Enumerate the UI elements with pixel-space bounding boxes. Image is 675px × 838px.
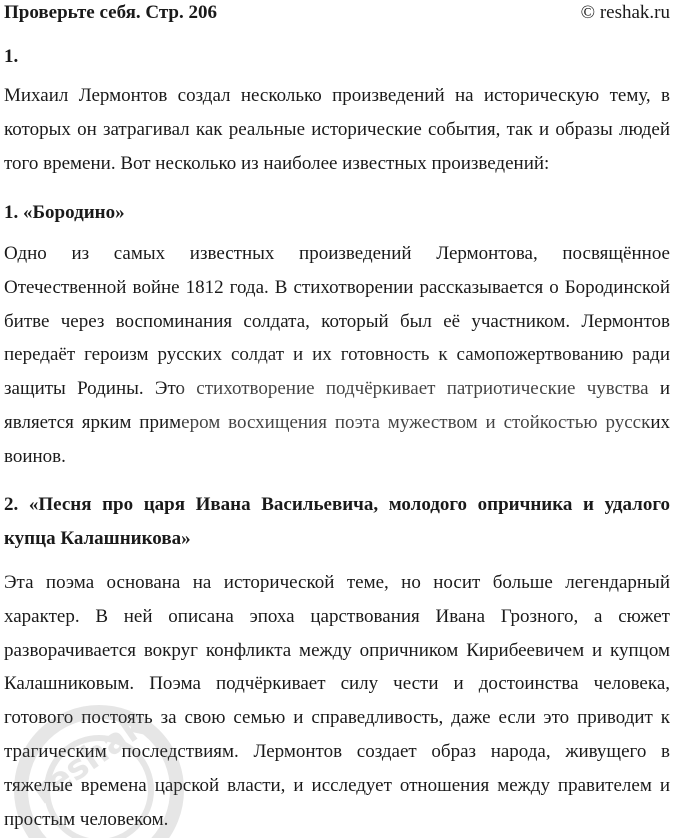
page-header — [4, 0, 670, 26]
document-page — [4, 0, 670, 838]
work-text-borodino: Одно из самых известных произведений Лермонтова, посвящённое Отечественной войне 1812 года. В стихотворении рассказывается о Бородинской битве через воспоминания солдата, который был её участником. Лермонтов передаёт героизм русских солдат и их готовность к самопожертвованию ради защиты Родины. Это стихотворение подчёркивает патриотические чувства и является ярким примером восхищения поэта мужеством и стойкостью русских воинов. — [4, 243, 670, 467]
site-credit: © reshak.ru — [580, 2, 670, 23]
work-text-kalashnikov: Эта поэма основана на исторической теме, но носит больше легендарный характер. В ней описана эпоха царствования Ивана Грозного, а сюжет разворачивается вокруг конфликта между опричником Кирибеевичем и купцом Калашниковым. Поэма подчёркивает силу чести и достоинства человека, готового постоять за свою семью и справедливость, даже если это приводит к трагическим последствиям. Лермонтов создает образ народа, живущего в тяжелые времена царской власти, и исследует отношения между правителем и простым человеком. — [4, 572, 670, 830]
intro-paragraph: Михаил Лермонтов создал несколько произведений на историческую тему, в которых он затрагивал как реальные исторические события, так и образы людей того времени. Вот несколько из наиболее известных произведений: — [4, 85, 670, 174]
svg-text:reshak: reshak — [24, 705, 154, 813]
page-title: Проверьте себя. Стр. 206 — [4, 2, 217, 23]
work-heading-borodino: 1. «Бородино» — [4, 202, 125, 223]
work-heading-kalashnikov: 2. «Песня про царя Ивана Васильевича, молодого опричника и удалого купца Калашникова» — [4, 494, 670, 549]
question-number: 1. — [4, 46, 19, 67]
